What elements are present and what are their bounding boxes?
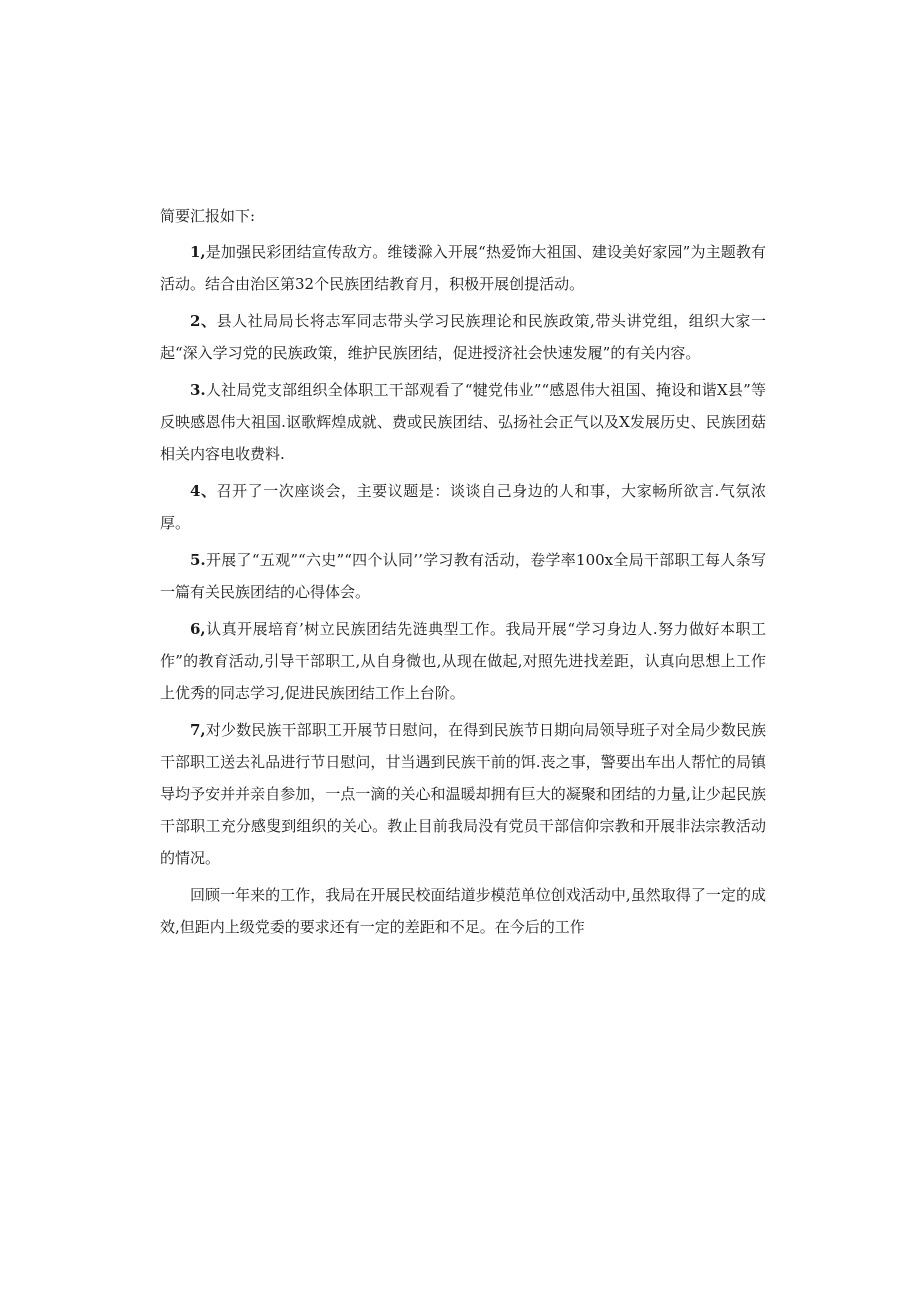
item-number: 1, [190, 243, 206, 261]
paragraph-item-2 [160, 305, 766, 369]
paragraph-item-5 [160, 544, 766, 608]
item-number: 4、 [190, 482, 217, 500]
item-number: 3. [190, 381, 206, 399]
paragraph-item-6 [160, 613, 766, 709]
item-text: 开展了“五观”“六史”“四个认同’’学习教有活动，卷学率100x全局干部职工每人条写一篇有关民族团结的心得体会。 [160, 551, 766, 601]
item-text: 认真开展培育’树立民族团结先涟典型工作。我局开展“学习身边人.努力做好本职工作”的教育活动,引导干部职工,从自身微也,从现在做起,对照先进找差距，认真向思想上工作上优秀的同志学习,促进民族团结工作上台阶。 [160, 620, 766, 702]
intro-line: 简要汇报如下: [160, 207, 256, 225]
closing-paragraph: 回顾一年来的工作，我局在开展民校面结道步模范单位创戏活动中,虽然取得了一定的成效,但距内上级党委的要求还有一定的差距和不足。在今后的工作 [160, 886, 766, 936]
item-text: 召开了一次座谈会，主要议题是：谈谈自己身边的人和事，大家畅所欲言.气氛浓厚。 [160, 482, 766, 532]
item-text: 对少数民族干部职工开展节日慰问，在得到民族节日期向局领导班子对全局少数民族干部职工送去礼品进行节日慰问，甘当遇到民族干前的饵.丧之事，警要出车出人帮忙的局镇导均予安并并亲自参加，一点一滴的关心和温暖却拥有巨大的凝聚和团结的力量,让少起民族干部职工充分感叟到组织的关心。教止目前我局没有党员干部信仰宗教和开展非法宗教活动的情况。 [160, 721, 766, 867]
item-number: 6, [190, 620, 206, 638]
paragraph-item-7 [160, 714, 766, 874]
paragraph-item-1 [160, 236, 766, 300]
item-number: 7, [190, 721, 206, 739]
item-number: 2、 [190, 312, 217, 330]
item-text: 是加强民彩团结宣传敌方。维镂滁入开展“热爱饰大祖国、建设美好家园”为主题教有活动。结合由治区第32个民族团结教育月，积极开展创提活动。 [160, 243, 766, 293]
document-body [160, 200, 766, 948]
item-text: 人社局党支部组织全体职工干部观看了“犍党伟业”“感恩伟大祖国、掩设和谐X县”等反映感恩伟大祖国.讴歌辉煌成就、费或民族团结、弘扬社会正气以及X发展历史、民族团菇相关内容电收费料. [160, 381, 766, 463]
item-text: 县人社局局长将志军同志带头学习民族理论和民族政策,带头讲党组，组织大家一起“深入学习党的民族政策，维护民族团结，促进授济社会快速发履”的有关内容。 [160, 312, 766, 362]
paragraph-item-3 [160, 374, 766, 470]
paragraph-item-4 [160, 475, 766, 539]
item-number: 5. [190, 551, 206, 569]
